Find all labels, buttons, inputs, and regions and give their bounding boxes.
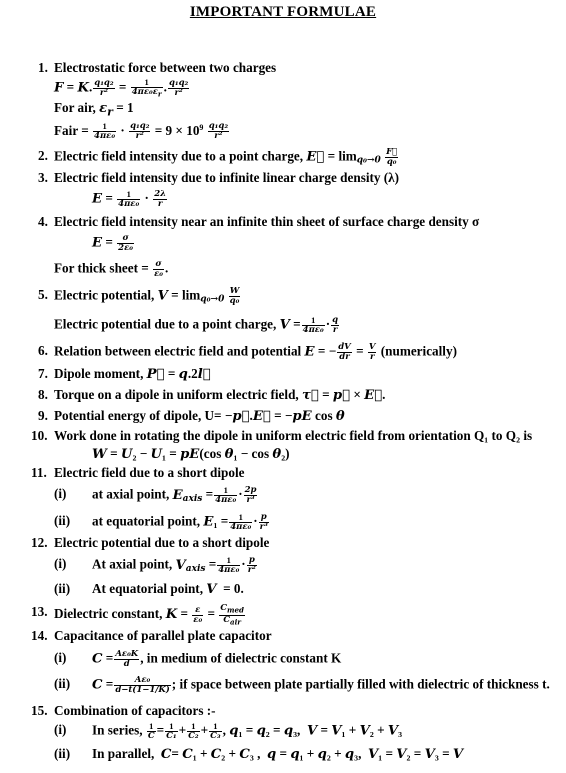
item-number: 15. xyxy=(31,703,48,718)
short-dipole-axial-potential: At axial point, $V_{axis}$ = $\frac{1}{\text{4πε₀}}$ · $\frac{p}{\text{r²}}$ xyxy=(92,555,256,575)
coulomb-formula: F = K. $\frac{\text{q₁q₂}}{\text{r²}}$ = $\frac{1}{4\pi\varepsilon_0\varepsilon_r}$ . $\frac{\text{q₁q₂}}{\text{r²}}$ xyxy=(54,77,189,99)
item-heading: Dipole moment, xyxy=(54,366,144,381)
item-number: 8. xyxy=(38,387,48,402)
roman-numeral: (i) xyxy=(54,722,67,737)
for-air-label: For air, xyxy=(54,100,96,115)
dielectric-constant: Dielectric constant, K = $\frac{\varepsilon}{\text{ε₀}}$ = $C_{med}$ $C_{air}$ xyxy=(54,603,244,627)
series-combination: In series, $\frac{1}{C}$ = $\frac{1}{\text{C₁}}$ + $\frac{1}{\text{C₂}}$ + $\frac{1}{\text{C₃}}$ , q₁ = q₂ = q₃, V = V₁ + V₂ + V₃ xyxy=(92,721,403,741)
roman-numeral: (ii) xyxy=(54,676,71,691)
item-number: 10. xyxy=(31,428,48,443)
item-number: 3. xyxy=(38,170,48,185)
item-heading: Combination of capacitors :- xyxy=(54,703,216,718)
potential-energy-formula: Potential energy of dipole, U= −p⃗.E⃗ = −pE cos θ xyxy=(54,408,345,424)
item-heading: Electric potential, xyxy=(54,287,155,303)
item-number: 7. xyxy=(38,366,48,381)
item-heading: Electric field intensity due to infinite linear charge density (λ) xyxy=(54,170,400,185)
potential-definition: Electric potential, $V = \lim_{q_0\to 0}$ $\frac{W}{\text{q₀}}$ xyxy=(54,286,240,306)
item-number: 12. xyxy=(31,535,48,550)
item-number: 1. xyxy=(38,60,48,75)
thick-sheet-label: For thick sheet = xyxy=(54,260,149,276)
item-number: 9. xyxy=(38,408,48,423)
item-heading: Relation between electric field and potential xyxy=(54,343,302,359)
short-dipole-equatorial-field: at equatorial point, E₁ = $\frac{1}{\text{4πε₀}}$ · $\frac{p}{\text{r³}}$ xyxy=(92,512,268,532)
axial-label: At axial point, xyxy=(92,556,173,572)
axial-label: at axial point, xyxy=(92,486,170,502)
item-heading: Capacitance of parallel plate capacitor xyxy=(54,628,272,643)
work-formula: W = U₂ − U₁ = pE(cos θ₁ − cos θ₂) xyxy=(92,446,290,462)
item-number: 6. xyxy=(38,343,48,358)
item-heading: Potential energy of dipole, U= xyxy=(54,408,222,423)
fair-label: Fair = xyxy=(54,123,89,138)
thin-sheet-formula: E = $\frac{\sigma}{\text{2ε₀}}$ xyxy=(92,233,133,253)
equatorial-label: At equatorial point, xyxy=(92,581,203,596)
item-number: 14. xyxy=(31,628,48,643)
line-charge-formula: E = $\frac{1}{\text{4πε₀}}$ · $\frac{2\lambda}{r}$ xyxy=(92,189,167,209)
point-potential-formula: Electric potential due to a point charge, V = $\frac{1}{\text{4πε₀}}$ · $\frac{q}{r}$ xyxy=(54,315,339,335)
capacitance-partial-dielectric: C = $\frac{\text{Aε₀}}{d-t(1-1/K)}$ ; if space between plate partially filled with dielectric of thickness t. xyxy=(92,675,550,695)
roman-numeral: (ii) xyxy=(54,746,71,761)
item-heading: Work done in rotating the dipole in uniform electric field from orientation Q₁ to Q₂ is xyxy=(54,428,533,443)
roman-numeral: (i) xyxy=(54,486,67,501)
parallel-label: In parallel, xyxy=(92,746,155,761)
item-number: 2. xyxy=(38,148,48,163)
roman-numeral: (ii) xyxy=(54,581,71,596)
item-number: 4. xyxy=(38,214,48,229)
field-potential-relation: Relation between electric field and potential E = − $\frac{dV}{dr}$ = $\frac{V}{r}$ (numerically) xyxy=(54,342,457,362)
parallel-combination: In parallel, C= C₁ + C₂ + C₃ , q = q₁ + q₂ + q₃, V₁ = V₂ = V₃ = V xyxy=(92,746,464,762)
item-heading: Torque on a dipole in uniform electric field, xyxy=(54,387,299,402)
series-label: In series, xyxy=(92,722,143,738)
item-number: 5. xyxy=(38,287,48,302)
roman-numeral: (i) xyxy=(54,556,67,571)
item-heading: Electric field intensity near an infinite thin sheet of surface charge density σ xyxy=(54,214,480,229)
partial-note: ; if space between plate partially filled with dielectric of thickness t. xyxy=(171,676,550,692)
short-dipole-equatorial-potential: At equatorial point, V = 0. xyxy=(92,581,244,597)
item-heading: Electric field intensity due to a point charge, xyxy=(54,148,304,164)
capacitance-dielectric: C = $\frac{\text{Aε₀K}}{d}$ , in medium of dielectric constant K xyxy=(92,649,342,669)
dipole-moment: Dipole moment, P⃗ = q.2l⃗ xyxy=(54,366,211,382)
item-heading: Electric potential due to a short dipole xyxy=(54,535,270,550)
air-condition: For air, $\varepsilon_r = 1$ xyxy=(54,100,134,119)
torque-formula: Torque on a dipole in uniform electric field, τ⃗ = p⃗ × E⃗. xyxy=(54,387,386,403)
item-heading: Dielectric constant, xyxy=(54,606,163,622)
point-charge-field: Electric field intensity due to a point charge, E⃗ = $\lim_{q_0\to 0}$ $\frac{F⃗}{\text{q₀}}$ xyxy=(54,147,398,167)
item-heading: Electrostatic force between two charges xyxy=(54,60,277,75)
point-potential-label: Electric potential due to a point charge, xyxy=(54,316,277,332)
roman-numeral: (i) xyxy=(54,650,67,665)
item-heading: Electric field due to a short dipole xyxy=(54,465,245,480)
thick-sheet-formula: For thick sheet = $\frac{\sigma}{\text{ε₀}}$ . xyxy=(54,259,169,279)
item-number: 11. xyxy=(31,465,47,480)
page-title: IMPORTANT FORMULAE xyxy=(189,4,377,20)
short-dipole-axial-field: at axial point, $E_{axis}$ = $\frac{1}{\text{4πε₀}}$ · $\frac{2p}{\text{r³}}$ xyxy=(92,485,257,505)
equatorial-label: at equatorial point, xyxy=(92,513,201,529)
roman-numeral: (ii) xyxy=(54,513,71,528)
numerically-note: (numerically) xyxy=(380,343,457,359)
medium-note: , in medium of dielectric constant K xyxy=(140,650,342,666)
item-number: 13. xyxy=(31,604,48,619)
force-in-air-formula: Fair = $\frac{1}{\text{4πε₀}}$ · $\frac{\text{q₁q₂}}{\text{r²}}$ = $9 \times 10^9$ $\frac{\text{q₁q₂}}{\text{r²}}$ xyxy=(54,121,229,142)
